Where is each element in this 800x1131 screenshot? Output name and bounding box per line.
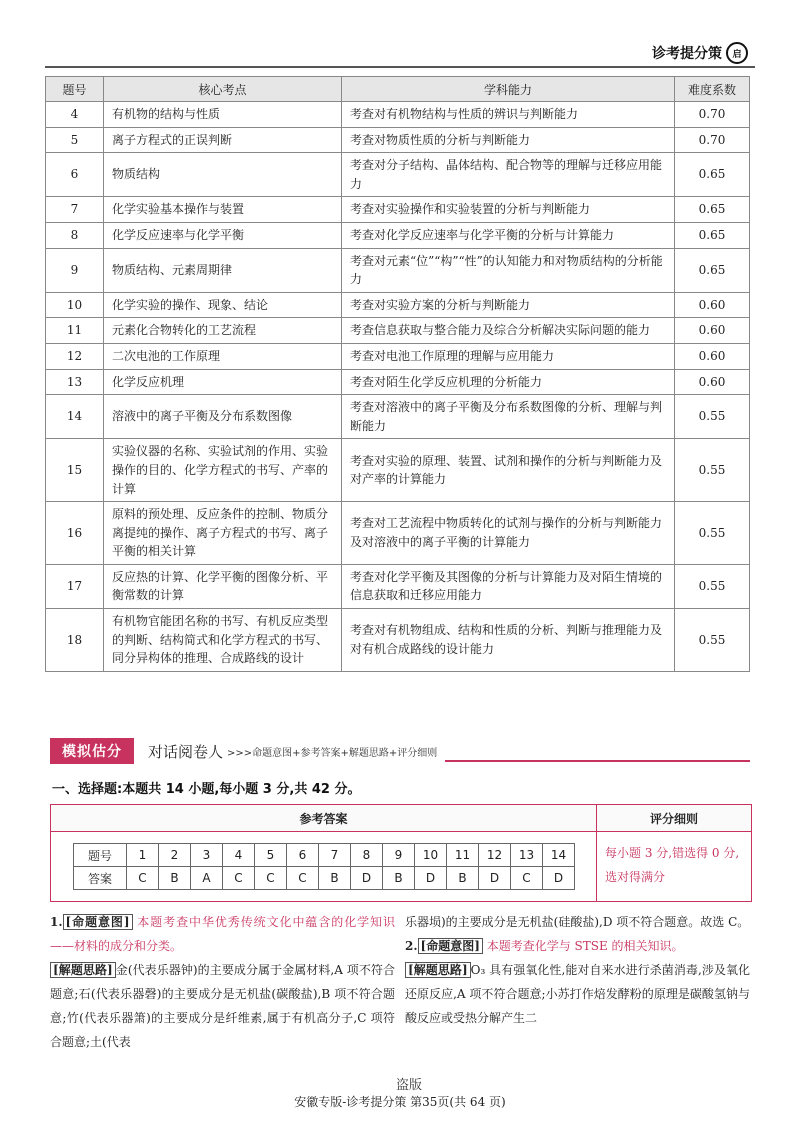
q1-think <box>50 958 395 1054</box>
question-heading: 一、选择题:本题共 14 小题,每小题 3 分,共 42 分。 <box>52 782 361 797</box>
row-core-point: 物质结构、元素周期律 <box>104 248 342 292</box>
answer-number-cell: 5 <box>255 844 287 867</box>
row-core-point: 反应热的计算、化学平衡的图像分析、平衡常数的计算 <box>104 564 342 608</box>
row-core-point: 化学实验基本操作与装置 <box>104 197 342 223</box>
q1-think-text: 金(代表乐器钟)的主要成分属于金属材料,A 项不符合题意;石(代表乐器磬)的主要成分是无机盐(碳酸盐),B 项不符合题意;竹(代表乐器箫)的主要成分是纤维素,属于有机高分子,C 项符合题意;土(代表 <box>50 963 395 1049</box>
answer-value-cell: D <box>543 867 575 890</box>
answer-value-cell: D <box>351 867 383 890</box>
scoring-rule-title: 评分细则 <box>597 805 751 832</box>
row-difficulty: 0.55 <box>675 502 750 565</box>
answer-value-cell: C <box>287 867 319 890</box>
scoring-rule-text: 每小题 3 分,错选得 0 分,选对得满分 <box>605 846 740 884</box>
table-row <box>46 343 750 369</box>
row-ability: 考查对分子结构、晶体结构、配合物等的理解与迁移应用能力 <box>342 153 675 197</box>
piracy-stamp: 盗版 <box>396 1078 423 1093</box>
row-core-point: 物质结构 <box>104 153 342 197</box>
row-number: 8 <box>46 222 104 248</box>
row-number: 11 <box>46 318 104 344</box>
section-tag: 模拟估分 <box>50 738 134 764</box>
column-header-core-point: 核心考点 <box>104 77 342 102</box>
row-number: 14 <box>46 395 104 439</box>
table-row <box>46 102 750 128</box>
row-ability: 考查对实验方案的分析与判断能力 <box>342 292 675 318</box>
answer-table <box>73 843 575 890</box>
column-header-ability: 学科能力 <box>342 77 675 102</box>
answer-value-cell: C <box>127 867 159 890</box>
table-row <box>46 153 750 197</box>
row-core-point: 有机物官能团名称的书写、有机反应类型的判断、结构简式和化学方程式的书写、同分异构体的推理、合成路线的设计 <box>104 609 342 672</box>
table-row <box>46 395 750 439</box>
answer-number-cell: 6 <box>287 844 319 867</box>
scoring-rule-panel <box>597 805 751 901</box>
row-number: 7 <box>46 197 104 223</box>
table-row <box>46 197 750 223</box>
table-header-row <box>46 77 750 102</box>
answer-number-cell: 10 <box>415 844 447 867</box>
row-ability: 考查对有机物组成、结构和性质的分析、判断与推理能力及对有机合成路线的设计能力 <box>342 609 675 672</box>
row-core-point: 溶液中的离子平衡及分布系数图像 <box>104 395 342 439</box>
q1-intent-label: [命题意图] <box>63 914 133 930</box>
row-difficulty: 0.60 <box>675 369 750 395</box>
table-row <box>46 222 750 248</box>
answer-number-cell: 4 <box>223 844 255 867</box>
table-row <box>46 502 750 565</box>
answer-number-cell: 3 <box>191 844 223 867</box>
explanation-right-column <box>405 910 750 1030</box>
row-ability: 考查对工艺流程中物质转化的试剂与操作的分析与判断能力及对溶液中的离子平衡的计算能力 <box>342 502 675 565</box>
row-ability: 考查信息获取与整合能力及综合分析解决实际问题的能力 <box>342 318 675 344</box>
row-core-point: 离子方程式的正误判断 <box>104 127 342 153</box>
row-core-point: 元素化合物转化的工艺流程 <box>104 318 342 344</box>
answer-value-cell: C <box>223 867 255 890</box>
row-difficulty: 0.70 <box>675 127 750 153</box>
row-difficulty: 0.65 <box>675 153 750 197</box>
row-ability: 考查对有机物结构与性质的辨识与判断能力 <box>342 102 675 128</box>
brand-logo-icon: 启 <box>726 42 748 64</box>
q2-intent <box>405 934 750 958</box>
table-row <box>46 609 750 672</box>
table-row <box>46 564 750 608</box>
answer-box <box>50 804 752 902</box>
answer-number-cell: 8 <box>351 844 383 867</box>
row-difficulty: 0.55 <box>675 395 750 439</box>
table-row <box>46 369 750 395</box>
row-difficulty: 0.65 <box>675 248 750 292</box>
number-row-label: 题号 <box>74 844 127 867</box>
row-difficulty: 0.60 <box>675 318 750 344</box>
row-difficulty: 0.60 <box>675 343 750 369</box>
answer-number-cell: 7 <box>319 844 351 867</box>
answer-number-cell: 2 <box>159 844 191 867</box>
answer-number-cell: 11 <box>447 844 479 867</box>
answer-value-cell: C <box>255 867 287 890</box>
section-banner <box>50 738 750 764</box>
row-core-point: 实验仪器的名称、实验试剂的作用、实验操作的目的、化学方程式的书写、产率的计算 <box>104 439 342 502</box>
table-row <box>46 318 750 344</box>
row-ability: 考查对电池工作原理的理解与应用能力 <box>342 343 675 369</box>
table-row <box>46 248 750 292</box>
row-ability: 考查对化学平衡及其图像的分析与计算能力及对陌生情境的信息获取和迁移应用能力 <box>342 564 675 608</box>
row-ability: 考查对实验的原理、装置、试剂和操作的分析与判断能力及对产率的计算能力 <box>342 439 675 502</box>
row-ability: 考查对溶液中的离子平衡及分布系数图像的分析、理解与判断能力 <box>342 395 675 439</box>
q1-think-label: [解题思路] <box>50 962 116 978</box>
row-number: 13 <box>46 369 104 395</box>
row-number: 5 <box>46 127 104 153</box>
answer-value-cell: A <box>191 867 223 890</box>
answer-value-cell: B <box>159 867 191 890</box>
row-core-point: 二次电池的工作原理 <box>104 343 342 369</box>
table-row <box>46 439 750 502</box>
column-header-number: 题号 <box>46 77 104 102</box>
answer-number-cell: 14 <box>543 844 575 867</box>
q1-number: 1. <box>50 915 63 929</box>
row-difficulty: 0.60 <box>675 292 750 318</box>
q2-think-text: O₃ 具有强氧化性,能对自来水进行杀菌消毒,涉及氧化还原反应,A 项不符合题意;小苏打作焙发酵粉的原理是碳酸氢钠与酸反应或受热分解产生二 <box>405 963 751 1025</box>
row-ability: 考查对实验操作和实验装置的分析与判断能力 <box>342 197 675 223</box>
section-subtitle: >>>命题意图+参考答案+解题思路+评分细则 <box>227 747 438 759</box>
answer-row-label: 答案 <box>74 867 127 890</box>
row-number: 17 <box>46 564 104 608</box>
header-divider <box>45 66 755 68</box>
row-ability: 考查对物质性质的分析与判断能力 <box>342 127 675 153</box>
answer-value-cell: B <box>383 867 415 890</box>
answer-number-row <box>74 844 575 867</box>
row-core-point: 化学实验的操作、现象、结论 <box>104 292 342 318</box>
table-body <box>46 102 750 672</box>
answer-value-cell: B <box>319 867 351 890</box>
table-row <box>46 292 750 318</box>
row-number: 6 <box>46 153 104 197</box>
q1-intent <box>50 910 395 958</box>
answer-value-cell: C <box>511 867 543 890</box>
row-number: 10 <box>46 292 104 318</box>
row-difficulty: 0.55 <box>675 439 750 502</box>
row-number: 12 <box>46 343 104 369</box>
row-ability: 考查对化学反应速率与化学平衡的分析与计算能力 <box>342 222 675 248</box>
answer-number-cell: 12 <box>479 844 511 867</box>
answer-value-cell: B <box>447 867 479 890</box>
exam-analysis-table <box>45 76 750 672</box>
row-difficulty: 0.65 <box>675 197 750 223</box>
row-core-point: 化学反应速率与化学平衡 <box>104 222 342 248</box>
answer-value-cell: D <box>415 867 447 890</box>
q2-think-label: [解题思路] <box>405 962 471 978</box>
row-difficulty: 0.70 <box>675 102 750 128</box>
answer-value-row <box>74 867 575 890</box>
row-core-point: 原料的预处理、反应条件的控制、物质分离提纯的操作、离子方程式的书写、离子平衡的相关计算 <box>104 502 342 565</box>
column-header-difficulty: 难度系数 <box>675 77 750 102</box>
row-number: 9 <box>46 248 104 292</box>
answer-number-cell: 1 <box>127 844 159 867</box>
table-row <box>46 127 750 153</box>
answer-value-cell: D <box>479 867 511 890</box>
q2-intent-text: 本题考查化学与 STSE 的相关知识。 <box>486 939 684 953</box>
row-difficulty: 0.65 <box>675 222 750 248</box>
brand-title: 诊考提分策 <box>652 46 722 62</box>
reference-answer-title: 参考答案 <box>51 805 596 832</box>
q1-intent-text: 本题考查中华优秀传统文化中蕴含的化学知识——材料的成分和分类。 <box>50 915 395 953</box>
q2-intent-label: [命题意图] <box>418 938 483 954</box>
row-number: 15 <box>46 439 104 502</box>
row-core-point: 化学反应机理 <box>104 369 342 395</box>
answer-number-cell: 9 <box>383 844 415 867</box>
section-divider <box>445 760 750 762</box>
section-title: 对话阅卷人 <box>148 742 224 761</box>
row-number: 16 <box>46 502 104 565</box>
q2-number: 2. <box>405 939 418 953</box>
row-core-point: 有机物的结构与性质 <box>104 102 342 128</box>
explanation-left-column <box>50 910 395 1054</box>
reference-answer-panel <box>51 805 597 901</box>
row-difficulty: 0.55 <box>675 564 750 608</box>
row-number: 4 <box>46 102 104 128</box>
page-footer: 安徽专版-诊考提分策 第35页(共 64 页) <box>294 1095 506 1109</box>
row-ability: 考查对元素“位”“构”“性”的认知能力和对物质结构的分析能力 <box>342 248 675 292</box>
row-difficulty: 0.55 <box>675 609 750 672</box>
header-brand <box>652 42 748 64</box>
q2-think <box>405 958 750 1030</box>
row-number: 18 <box>46 609 104 672</box>
row-ability: 考查对陌生化学反应机理的分析能力 <box>342 369 675 395</box>
answer-number-cell: 13 <box>511 844 543 867</box>
q1-continuation: 乐器埙)的主要成分是无机盐(硅酸盐),D 项不符合题意。故选 C。 <box>405 915 750 929</box>
